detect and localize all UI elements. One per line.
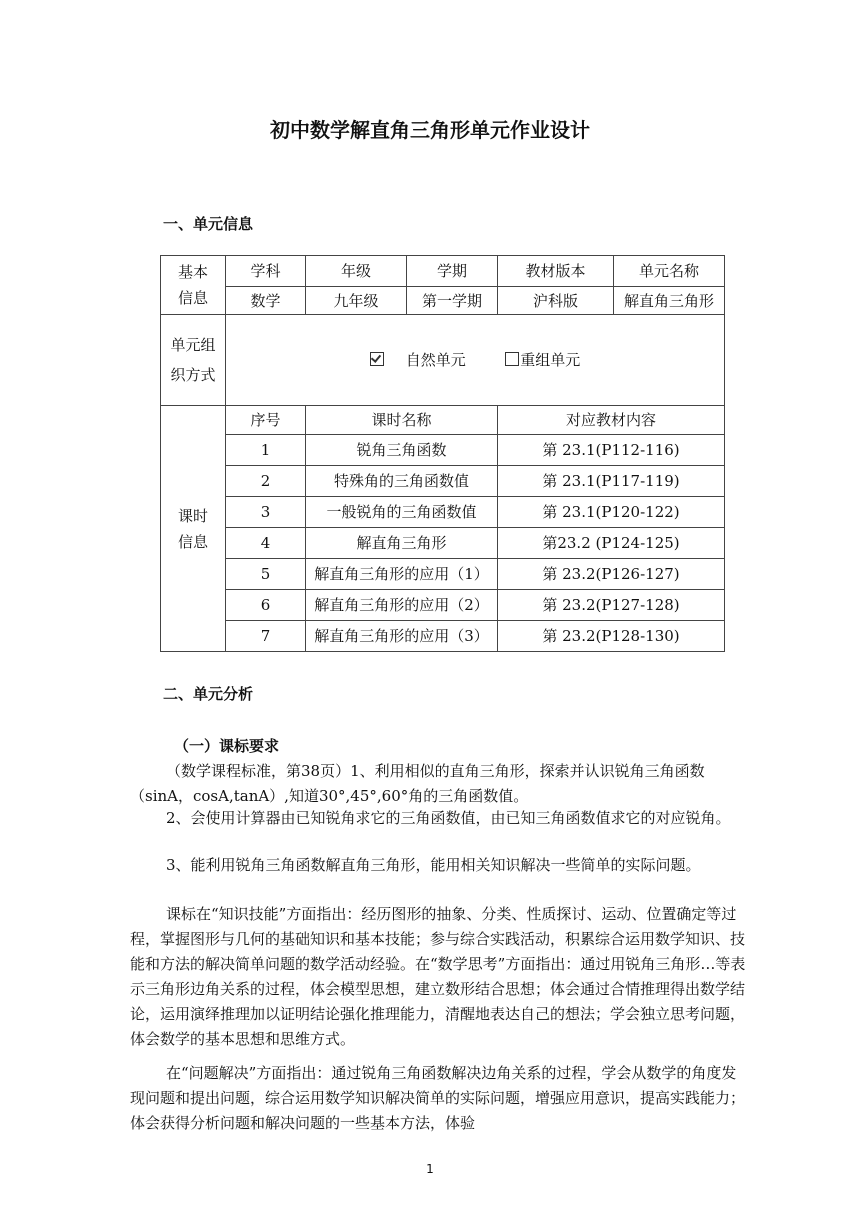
lesson-content: 第 23.1(P117-119) — [498, 466, 725, 497]
lesson-number: 4 — [226, 528, 306, 559]
header-cell: 年级 — [306, 256, 407, 287]
lesson-content: 第 23.1(P120-122) — [498, 497, 725, 528]
paragraph: 3、能利用锐角三角函数解直角三角形，能用相关知识解决一些简单的实际问题。 — [166, 856, 701, 874]
paragraph: 2、会使用计算器由已知锐角求它的三角函数值，由已知三角函数值求它的对应锐角。 — [166, 809, 731, 827]
value-cell: 解直角三角形 — [614, 287, 725, 315]
lesson-info-label: 课时信息 — [161, 406, 226, 652]
page-number: 1 — [426, 1162, 434, 1176]
lesson-number: 7 — [226, 621, 306, 652]
lesson-content: 第 23.1(P112-116) — [498, 435, 725, 466]
lesson-name: 解直角三角形的应用（3） — [306, 621, 498, 652]
org-options — [226, 315, 725, 406]
lesson-content: 第 23.2(P128-130) — [498, 621, 725, 652]
value-cell: 第一学期 — [407, 287, 498, 315]
header-cell: 单元名称 — [614, 256, 725, 287]
header-cell: 学期 — [407, 256, 498, 287]
lesson-number: 3 — [226, 497, 306, 528]
lesson-content: 第 23.2(P126-127) — [498, 559, 725, 590]
lesson-name: 解直角三角形的应用（1） — [306, 559, 498, 590]
regroup-unit-label: 重组单元 — [520, 351, 581, 369]
table-row — [161, 621, 725, 652]
value-cell: 数学 — [226, 287, 306, 315]
lesson-header-cell: 对应教材内容 — [498, 406, 725, 435]
org-label: 单元组织方式 — [161, 315, 226, 406]
table-row — [161, 559, 725, 590]
lesson-name: 特殊角的三角函数值 — [306, 466, 498, 497]
lesson-name: 锐角三角函数 — [306, 435, 498, 466]
lesson-number: 6 — [226, 590, 306, 621]
table-row — [161, 466, 725, 497]
lesson-name: 一般锐角的三角函数值 — [306, 497, 498, 528]
header-cell: 教材版本 — [498, 256, 614, 287]
section-heading-unit-info: 一、单元信息 — [163, 215, 254, 233]
table-row — [161, 528, 725, 559]
lesson-header-cell: 序号 — [226, 406, 306, 435]
lesson-number: 2 — [226, 466, 306, 497]
regroup-unit-checkbox[interactable] — [505, 352, 519, 366]
lesson-number: 5 — [226, 559, 306, 590]
paragraph: （数学课程标准，第38页）1、利用相似的直角三角形，探索并认识锐角三角函数（sinA，cosA,tanA）,知道30°,45°,60°角的三角函数值。 — [130, 762, 705, 805]
lesson-content: 第23.2 (P124-125) — [498, 528, 725, 559]
basic-info-label: 基本信息 — [161, 256, 226, 315]
lesson-name: 解直角三角形 — [306, 528, 498, 559]
section-heading-unit-analysis: 二、单元分析 — [163, 685, 254, 703]
natural-unit-checkbox[interactable] — [370, 352, 384, 366]
table-row — [161, 497, 725, 528]
header-cell: 学科 — [226, 256, 306, 287]
paragraph: 课标在“知识技能”方面指出：经历图形的抽象、分类、性质探讨、运动、位置确定等过程，掌握图形与几何的基础知识和基本技能；参与综合实践活动，积累综合运用数学知识、技能和方法的解决简单问题的数学活动经验。在“数学思考”方面指出：通过用锐角三角形…等表示三角形边角关系的过程，体会模型思想，建立数形结合思想；体会通过合情推理得出数学结论，运用演绎推理加以证明结论强化推理能力，清醒地表达自己的想法；学会独立思考问题，体会数学的基本思想和思维方式。 — [130, 905, 746, 1048]
lesson-header-cell: 课时名称 — [306, 406, 498, 435]
document-title: 初中数学解直角三角形单元作业设计 — [270, 118, 590, 142]
lesson-name: 解直角三角形的应用（2） — [306, 590, 498, 621]
table-row — [161, 435, 725, 466]
unit-info-table — [160, 255, 725, 652]
subsection-heading-curriculum: （一）课标要求 — [174, 737, 280, 755]
value-cell: 九年级 — [306, 287, 407, 315]
value-cell: 沪科版 — [498, 287, 614, 315]
lesson-content: 第 23.2(P127-128) — [498, 590, 725, 621]
natural-unit-label: 自然单元 — [405, 351, 466, 369]
table-row — [161, 590, 725, 621]
lesson-number: 1 — [226, 435, 306, 466]
paragraph: 在“问题解决”方面指出：通过锐角三角函数解决边角关系的过程，学会从数学的角度发现问题和提出问题，综合运用数学知识解决简单的实际问题，增强应用意识，提高实践能力；体会获得分析问题和解决问题的一些基本方法，体验 — [130, 1064, 746, 1132]
